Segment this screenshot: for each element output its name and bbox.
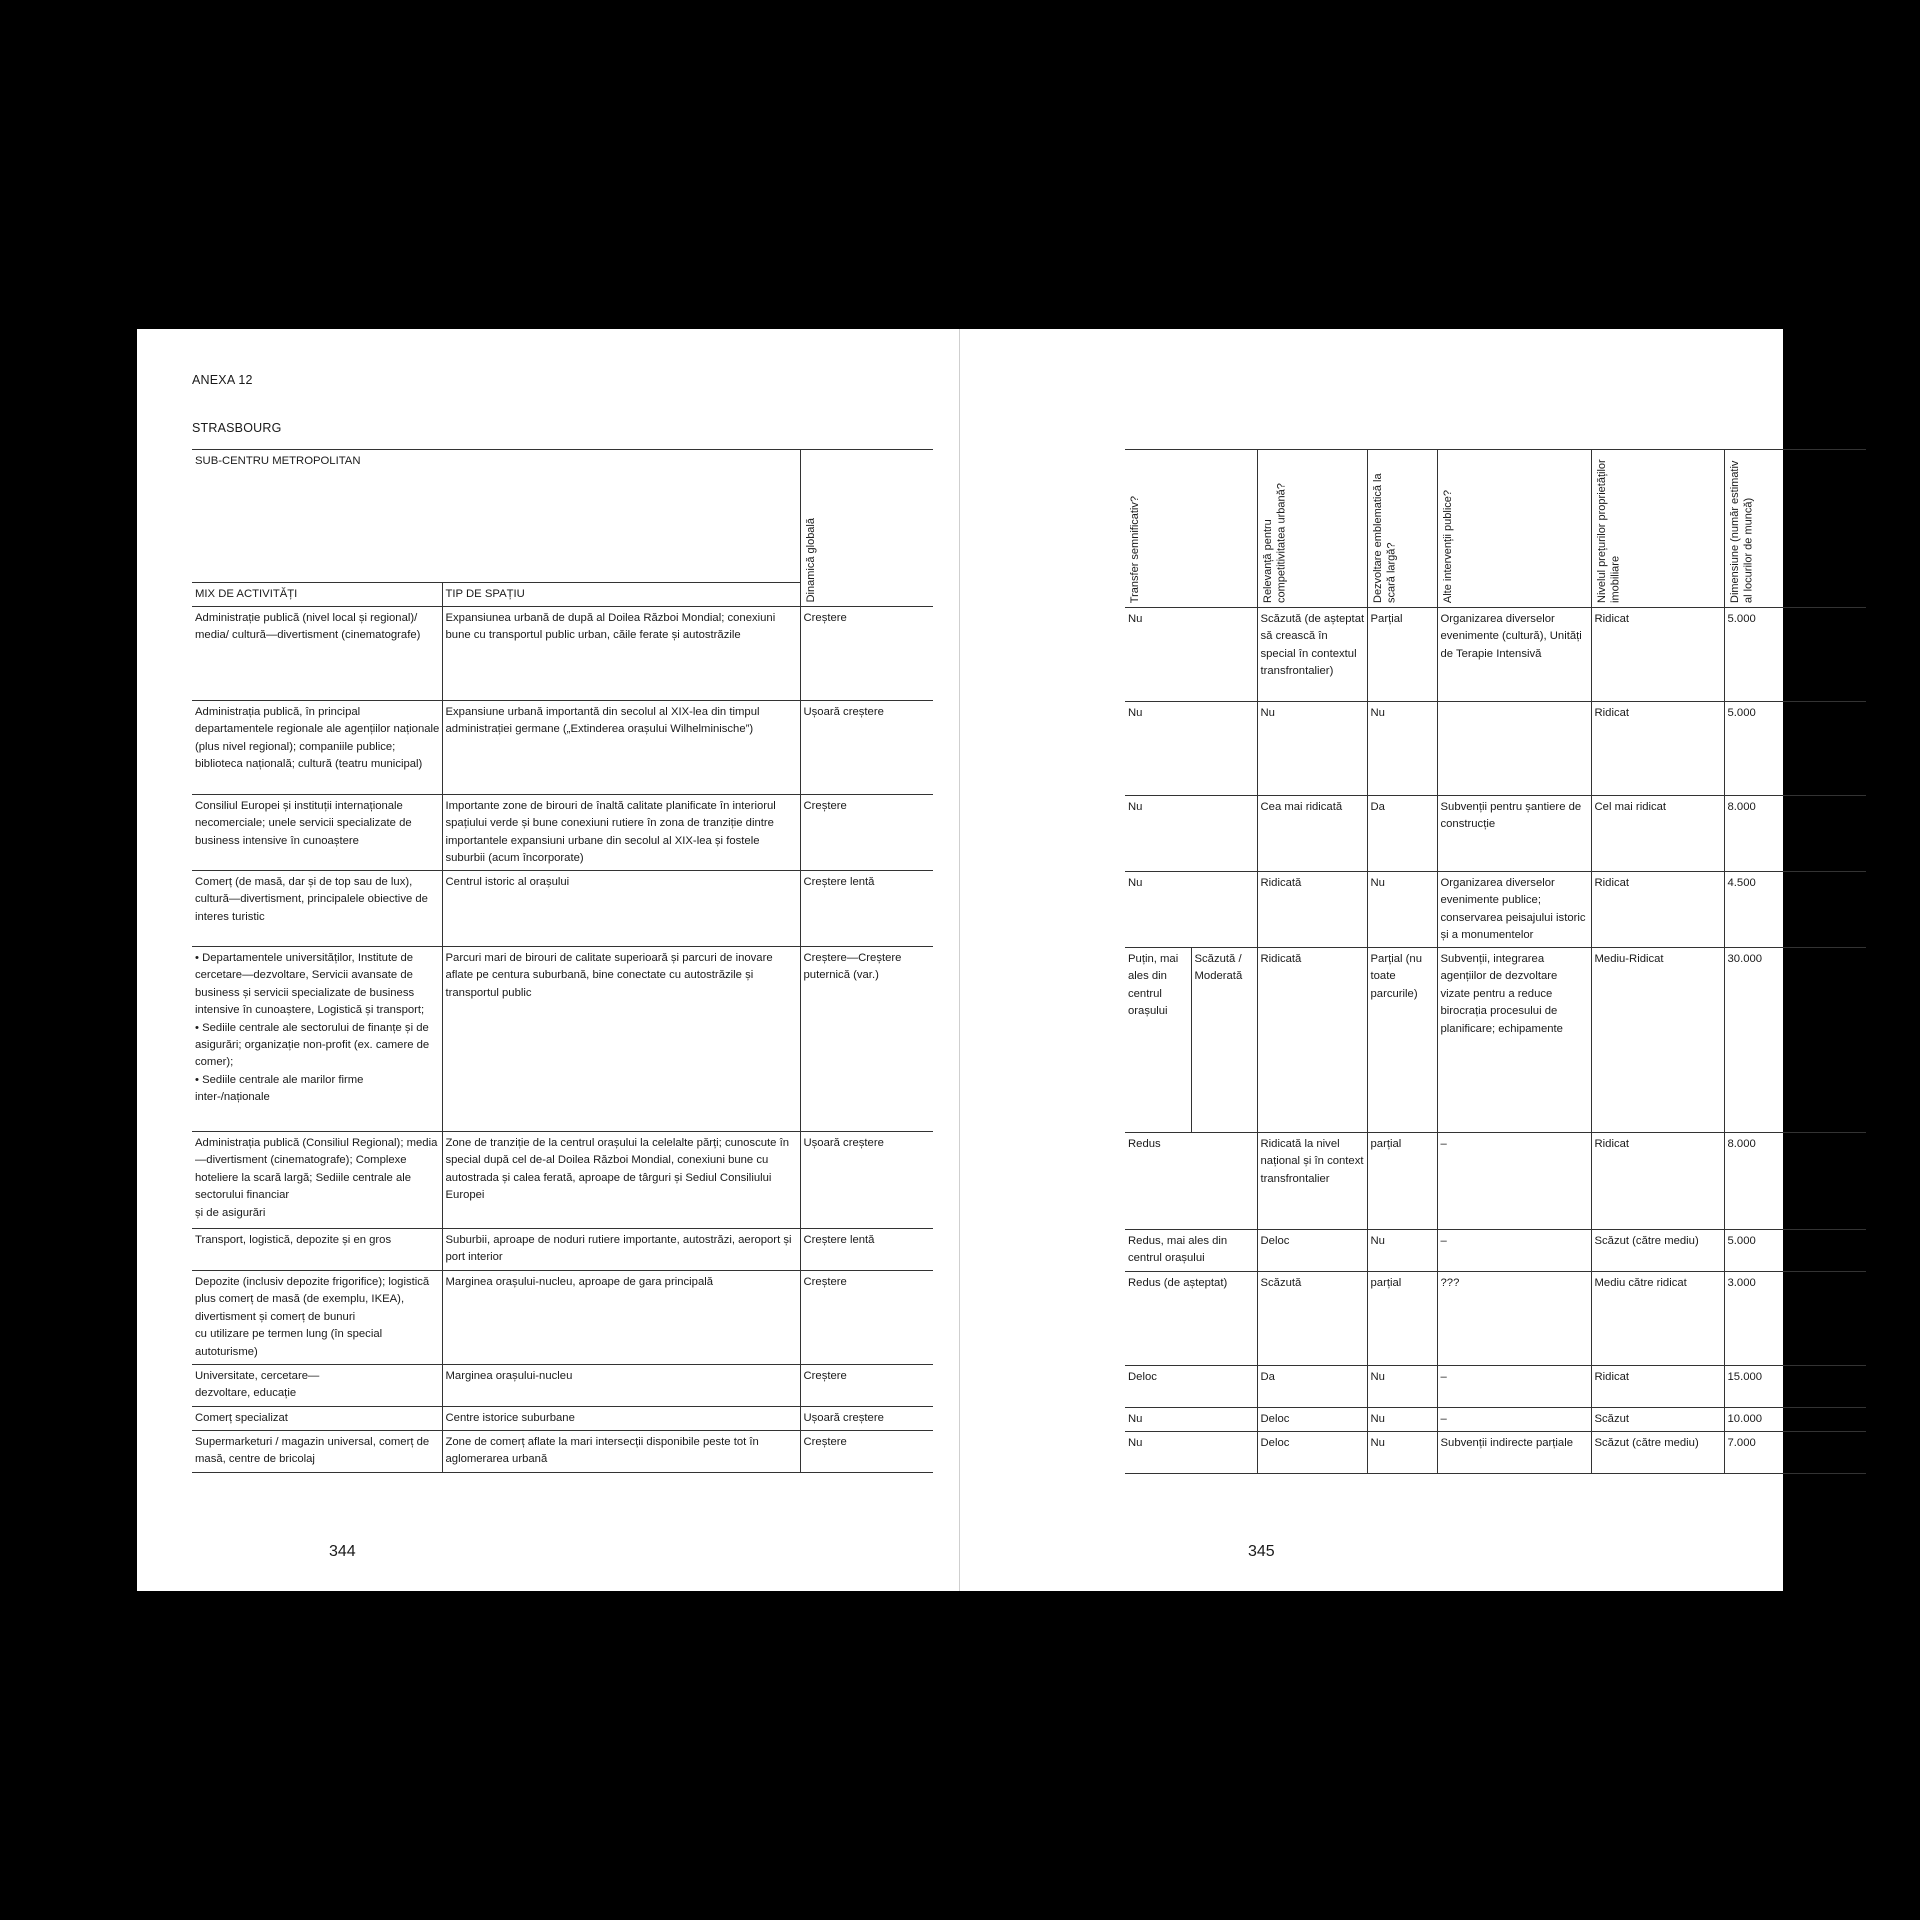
cell-emblematic [1367, 1432, 1437, 1474]
cell-emblematic [1367, 702, 1437, 796]
cell-mix [192, 871, 442, 947]
cell-prices-text: Ridicat [1594, 1138, 1630, 1150]
cell-size [1724, 608, 1866, 702]
cell-transfer-b [1191, 948, 1257, 1133]
cell-other [1437, 1272, 1591, 1366]
cell-size-text: 4.500 [1727, 877, 1756, 889]
cell-space [442, 947, 800, 1132]
cell-mix [192, 1271, 442, 1365]
cell-prices-text: Mediu-Ridicat [1594, 953, 1664, 965]
cell-emblematic-text: Nu [1370, 1235, 1385, 1247]
cell-emblematic-text: Nu [1370, 1437, 1385, 1449]
cell-mix-text: Universitate, cercetare— dezvoltare, educație [195, 1370, 320, 1400]
cell-emblematic-text: Nu [1370, 1371, 1385, 1383]
header-other [1437, 450, 1591, 608]
cell-emblematic-text: Da [1370, 801, 1385, 813]
cell-space [442, 1365, 800, 1407]
cell-transfer [1125, 1230, 1257, 1272]
table-row [1125, 872, 1866, 948]
table-row [192, 795, 933, 871]
cell-relevance [1257, 1432, 1367, 1474]
cell-mix [192, 795, 442, 871]
cell-dynamics [800, 1365, 933, 1407]
cell-transfer-text: Redus [1128, 1138, 1161, 1150]
cell-transfer [1125, 608, 1257, 702]
cell-other-text: Subvenții indirecte parțiale [1440, 1437, 1574, 1449]
header-dynamics-label: Dinamică globală [804, 517, 817, 602]
cell-space-text: Marginea orașului-nucleu [445, 1370, 573, 1382]
cell-transfer [1125, 872, 1257, 948]
cell-other-text: Subvenții pentru șantiere de construcție [1440, 801, 1582, 831]
cell-size-text: 8.000 [1727, 1138, 1756, 1150]
cell-dynamics-text: Ușoară creștere [803, 1412, 884, 1424]
cell-size-text: 30.000 [1727, 953, 1763, 965]
cell-mix [192, 947, 442, 1132]
header-relevance [1257, 450, 1367, 608]
cell-other-text: ??? [1440, 1277, 1460, 1289]
cell-emblematic [1367, 872, 1437, 948]
cell-other-text: Subvenții, integrarea agențiilor de dezvoltare vizate pentru a reduce birocrația procesului de planificare; echipamente [1440, 953, 1563, 1035]
cell-emblematic-text: parțial [1370, 1138, 1402, 1150]
table-row [1125, 608, 1866, 702]
cell-dynamics-text: Creștere [803, 1370, 847, 1382]
cell-relevance-text: Deloc [1260, 1437, 1290, 1449]
cell-relevance [1257, 702, 1367, 796]
cell-dynamics-text: Ușoară creștere [803, 706, 884, 718]
cell-emblematic [1367, 1230, 1437, 1272]
cell-mix-text: Administrația publică, în principal departamentele regionale ale agențiilor naționale (plus nivel regional); companiile publice; biblioteca națională; cultură (teatru municipal) [195, 706, 440, 771]
cell-size [1724, 702, 1866, 796]
cell-mix-text: Comerț specializat [195, 1412, 288, 1424]
cell-space [442, 871, 800, 947]
cell-emblematic-text: Parțial [1370, 613, 1403, 625]
cell-size [1724, 1133, 1866, 1230]
cell-transfer-text: Redus (de așteptat) [1128, 1277, 1228, 1289]
cell-size [1724, 948, 1866, 1133]
header-mix [192, 583, 442, 607]
cell-mix-text: • Departamentele universităților, Institute de cercetare—dezvoltare, Servicii avansate de business și servicii specializate de business intensive în cunoaștere, Logistică și transport; • Sediile centrale ale sectorului de finanțe și de asigurări; organizație non-profit (ex. camere de comer); • Sediile centrale ale marilor firme inter-/naționale [195, 952, 430, 1104]
cell-mix [192, 1229, 442, 1271]
cell-transfer [1125, 1366, 1257, 1408]
cell-mix [192, 1365, 442, 1407]
cell-dynamics [800, 1132, 933, 1229]
cell-space-text: Parcuri mari de birouri de calitate superioară și parcuri de inovare aflate pe centura suburbană, bine conectate cu autostrăzile și transportul public [445, 952, 773, 999]
cell-space [442, 701, 800, 795]
cell-prices-text: Scăzut (către mediu) [1594, 1235, 1699, 1247]
cell-mix-text: Administrația publică (Consiliul Regional); media—divertisment (cinematografe); Complexe hoteliere la scară largă; Sediile centrale ale sectorului financiar și de asigurări [195, 1137, 438, 1219]
cell-dynamics-text: Creștere [803, 1436, 847, 1448]
cell-dynamics-text: Creștere lentă [803, 876, 875, 888]
cell-relevance-text: Cea mai ridicată [1260, 801, 1343, 813]
table-row [192, 1431, 933, 1473]
cell-emblematic [1367, 1366, 1437, 1408]
cell-mix-text: Comerț (de masă, dar și de top sau de lux), cultură—divertisment, principalele obiective de interes turistic [195, 876, 428, 923]
cell-transfer [1125, 796, 1257, 872]
cell-other [1437, 1432, 1591, 1474]
cell-size [1724, 1432, 1866, 1474]
cell-prices [1591, 1366, 1724, 1408]
cell-relevance-text: Ridicată la nivel național și în context transfrontalier [1260, 1138, 1364, 1185]
cell-mix-text: Consiliul Europei și instituții internaționale necomerciale; unele servicii specializate de business intensive în cunoaștere [195, 800, 412, 847]
cell-relevance [1257, 872, 1367, 948]
table-row [1125, 1133, 1866, 1230]
cell-prices-text: Scăzut (către mediu) [1594, 1437, 1699, 1449]
cell-prices [1591, 872, 1724, 948]
cell-other-text: – [1440, 1371, 1447, 1383]
cell-prices-text: Ridicat [1594, 613, 1630, 625]
right-table [1125, 449, 1866, 1474]
cell-other [1437, 948, 1591, 1133]
cell-size [1724, 1230, 1866, 1272]
cell-size-text: 5.000 [1727, 613, 1756, 625]
cell-emblematic-text: Parțial (nu toate parcurile) [1370, 953, 1422, 1000]
table-row [192, 1132, 933, 1229]
header-size-label: Dimensiune (număr estimativ al locurilor de muncă) [1728, 460, 1754, 603]
cell-dynamics [800, 1431, 933, 1473]
cell-space-text: Expansiune urbană importantă din secolul al XIX-lea din timpul administrației germane („Extinderea orașului Wilhelminische”) [445, 706, 760, 736]
cell-space-text: Zone de comerț aflate la mari intersecții disponibile peste tot în aglomerarea urbană [445, 1436, 759, 1466]
cell-size-text: 8.000 [1727, 801, 1756, 813]
cell-emblematic-text: Nu [1370, 707, 1385, 719]
cell-prices [1591, 1133, 1724, 1230]
cell-relevance-text: Da [1260, 1371, 1275, 1383]
table-row [1125, 796, 1866, 872]
cell-prices-text: Ridicat [1594, 877, 1630, 889]
cell-space-text: Importante zone de birouri de înaltă calitate planificate în interiorul spațiului verde și bune conexiuni rutiere în zona de tranziție dintre importantele expansiuni urbane din secolul al XIX-lea și fostele suburbii (acum încorporate) [445, 800, 776, 865]
cell-dynamics [800, 795, 933, 871]
header-relevance-label: Relevanță pentru competitivitatea urbană? [1261, 483, 1287, 603]
page-number-left: 344 [329, 1543, 356, 1560]
header-other-label: Alte intervenții publice? [1441, 489, 1454, 603]
cell-dynamics-text: Creștere lentă [803, 1234, 875, 1246]
cell-mix [192, 607, 442, 701]
cell-emblematic-text: Nu [1370, 1413, 1385, 1425]
cell-other-text: – [1440, 1413, 1447, 1425]
cell-prices-text: Mediu către ridicat [1594, 1277, 1687, 1289]
header-space-label: TIP DE SPAȚIU [445, 588, 525, 600]
header-size [1724, 450, 1866, 608]
table-row [192, 871, 933, 947]
cell-transfer-text: Puțin, mai ales din centrul orașului [1128, 953, 1179, 1018]
cell-mix-text: Administrație publică (nivel local și regional)/ media/ cultură—divertisment (cinematografe) [195, 612, 421, 642]
cell-dynamics-text: Creștere [803, 1276, 847, 1288]
cell-relevance [1257, 1366, 1367, 1408]
cell-mix [192, 1132, 442, 1229]
cell-mix [192, 1431, 442, 1473]
cell-mix [192, 701, 442, 795]
cell-space [442, 1407, 800, 1431]
table-row [1125, 1408, 1866, 1432]
cell-prices [1591, 948, 1724, 1133]
cell-prices [1591, 1230, 1724, 1272]
cell-relevance [1257, 1230, 1367, 1272]
cell-space [442, 607, 800, 701]
table-row [1125, 1432, 1866, 1474]
table-row [192, 1229, 933, 1271]
header-prices-label: Nivelul prețurilor proprietăților imobiliare [1595, 459, 1621, 603]
cell-space-text: Expansiunea urbană de după al Doilea Război Mondial; conexiuni bune cu transportul public urban, căile ferate și autostrăzile [445, 612, 776, 642]
cell-dynamics [800, 1271, 933, 1365]
cell-relevance [1257, 796, 1367, 872]
cell-space-text: Centre istorice suburbane [445, 1412, 575, 1424]
table-row [192, 607, 933, 701]
cell-other [1437, 1230, 1591, 1272]
cell-other [1437, 1133, 1591, 1230]
cell-emblematic [1367, 608, 1437, 702]
cell-emblematic [1367, 1408, 1437, 1432]
cell-dynamics-text: Creștere—Creștere puternică (var.) [803, 952, 902, 982]
header-emblematic [1367, 450, 1437, 608]
cell-dynamics [800, 607, 933, 701]
cell-transfer-text: Deloc [1128, 1371, 1157, 1383]
table-row [1125, 1366, 1866, 1408]
cell-dynamics [800, 1407, 933, 1431]
cell-relevance-text: Deloc [1260, 1235, 1290, 1247]
cell-mix-text: Depozite (inclusiv depozite frigorifice); logistică plus comerț de masă (de exemplu, IKEA), divertisment și comerț de bunuri cu utilizare pe termen lung (în special autoturisme) [195, 1276, 430, 1358]
cell-space [442, 1271, 800, 1365]
header-emblematic-label: Dezvoltare emblematică la scară largă? [1371, 473, 1397, 603]
cell-transfer-text: Nu [1128, 613, 1143, 625]
cell-emblematic [1367, 1133, 1437, 1230]
table-row [1125, 1230, 1866, 1272]
cell-size-text: 7.000 [1727, 1437, 1756, 1449]
table-row [192, 1365, 933, 1407]
cell-relevance [1257, 1408, 1367, 1432]
table-row [1125, 702, 1866, 796]
cell-size [1724, 1366, 1866, 1408]
cell-size-text: 5.000 [1727, 1235, 1756, 1247]
cell-dynamics-text: Creștere [803, 612, 847, 624]
cell-other [1437, 872, 1591, 948]
annex-label: ANEXA 12 [192, 373, 253, 387]
cell-other-text: Organizarea diverselor evenimente (cultură), Unități de Terapie Intensivă [1440, 613, 1582, 660]
left-table [192, 449, 933, 1473]
table-row [1125, 948, 1866, 1133]
cell-space-text: Suburbii, aproape de noduri rutiere importante, autostrăzi, aeroport și port interior [445, 1234, 792, 1264]
cell-relevance-text: Scăzută (de așteptat să crească în special în contextul transfrontalier) [1260, 613, 1365, 678]
header-mix-label: MIX DE ACTIVITĂȚI [195, 588, 298, 600]
cell-transfer [1125, 1408, 1257, 1432]
cell-space-text: Centrul istoric al orașului [445, 876, 570, 888]
cell-transfer-text: Redus, mai ales din centrul orașului [1128, 1235, 1228, 1265]
cell-prices-text: Scăzut [1594, 1413, 1630, 1425]
cell-size [1724, 1408, 1866, 1432]
cell-transfer-text: Nu [1128, 801, 1143, 813]
cell-prices [1591, 796, 1724, 872]
table-row [192, 701, 933, 795]
cell-relevance-text: Nu [1260, 707, 1275, 719]
cell-dynamics-text: Creștere [803, 800, 847, 812]
cell-dynamics-text: Ușoară creștere [803, 1137, 884, 1149]
cell-transfer-text: Nu [1128, 877, 1143, 889]
cell-space [442, 795, 800, 871]
cell-space-text: Zone de tranziție de la centrul orașului la celelalte părți; cunoscute în special după cel de-al Doilea Război Mondial, conexiuni bune cu autostrada și calea ferată, aproape de târguri și Sediul Consiliului Europei [445, 1137, 789, 1202]
cell-other-text: Organizarea diverselor evenimente publice; conservarea peisajului istoric și a monumentelor [1440, 877, 1586, 942]
left-page [137, 329, 959, 1591]
table-row [192, 947, 933, 1132]
cell-prices [1591, 608, 1724, 702]
cell-prices-text: Ridicat [1594, 707, 1630, 719]
cell-emblematic-text: parțial [1370, 1277, 1402, 1289]
cell-emblematic [1367, 796, 1437, 872]
header-prices [1591, 450, 1724, 608]
cell-relevance [1257, 1272, 1367, 1366]
cell-prices-text: Ridicat [1594, 1371, 1630, 1383]
page-number-right: 345 [1248, 1543, 1275, 1560]
cell-other-text: – [1440, 1235, 1447, 1247]
cell-prices [1591, 1272, 1724, 1366]
cell-transfer-b-text: Scăzută / Moderată [1194, 953, 1243, 983]
cell-other [1437, 702, 1591, 796]
cell-relevance [1257, 1133, 1367, 1230]
cell-dynamics [800, 871, 933, 947]
cell-size-text: 3.000 [1727, 1277, 1756, 1289]
cell-transfer-text: Nu [1128, 1413, 1143, 1425]
cell-other [1437, 796, 1591, 872]
cell-relevance-text: Scăzută [1260, 1277, 1302, 1289]
cell-prices-text: Cel mai ridicat [1594, 801, 1667, 813]
cell-dynamics [800, 1229, 933, 1271]
cell-space [442, 1229, 800, 1271]
cell-prices [1591, 1408, 1724, 1432]
cell-transfer-text: Nu [1128, 1437, 1143, 1449]
cell-other [1437, 1366, 1591, 1408]
cell-relevance-text: Ridicată [1260, 877, 1302, 889]
table-row [1125, 1272, 1866, 1366]
cell-transfer [1125, 948, 1191, 1133]
cell-space-text: Marginea orașului-nucleu, aproape de gara principală [445, 1276, 714, 1288]
cell-size-text: 5.000 [1727, 707, 1756, 719]
city-title: STRASBOURG [192, 421, 282, 435]
cell-space [442, 1132, 800, 1229]
right-page [960, 329, 1783, 1591]
cell-transfer [1125, 1432, 1257, 1474]
cell-other [1437, 1408, 1591, 1432]
table-row [192, 1407, 933, 1431]
cell-relevance-text: Deloc [1260, 1413, 1290, 1425]
cell-size-text: 10.000 [1727, 1413, 1763, 1425]
table-row [192, 1271, 933, 1365]
cell-relevance [1257, 948, 1367, 1133]
cell-size [1724, 796, 1866, 872]
cell-transfer [1125, 702, 1257, 796]
cell-transfer-text: Nu [1128, 707, 1143, 719]
cell-prices [1591, 702, 1724, 796]
cell-dynamics [800, 947, 933, 1132]
header-transfer [1125, 450, 1257, 608]
cell-relevance [1257, 608, 1367, 702]
book-spread [137, 329, 1783, 1591]
cell-prices [1591, 1432, 1724, 1474]
cell-size-text: 15.000 [1727, 1371, 1763, 1383]
header-dynamics [800, 450, 933, 607]
cell-transfer [1125, 1272, 1257, 1366]
cell-size [1724, 1272, 1866, 1366]
cell-emblematic [1367, 1272, 1437, 1366]
cell-other [1437, 608, 1591, 702]
cell-dynamics [800, 701, 933, 795]
header-transfer-label: Transfer semnificativ? [1129, 495, 1141, 603]
header-group-label: SUB-CENTRU METROPOLITAN [195, 455, 361, 467]
header-space [442, 583, 800, 607]
header-group [192, 450, 800, 583]
cell-space [442, 1431, 800, 1473]
cell-other-text: – [1440, 1138, 1447, 1150]
cell-relevance-text: Ridicată [1260, 953, 1302, 965]
cell-mix-text: Supermarketuri / magazin universal, comerț de masă, centre de bricolaj [195, 1436, 430, 1466]
cell-emblematic [1367, 948, 1437, 1133]
cell-size [1724, 872, 1866, 948]
cell-mix-text: Transport, logistică, depozite și en gros [195, 1234, 392, 1246]
cell-transfer [1125, 1133, 1257, 1230]
cell-mix [192, 1407, 442, 1431]
cell-emblematic-text: Nu [1370, 877, 1385, 889]
